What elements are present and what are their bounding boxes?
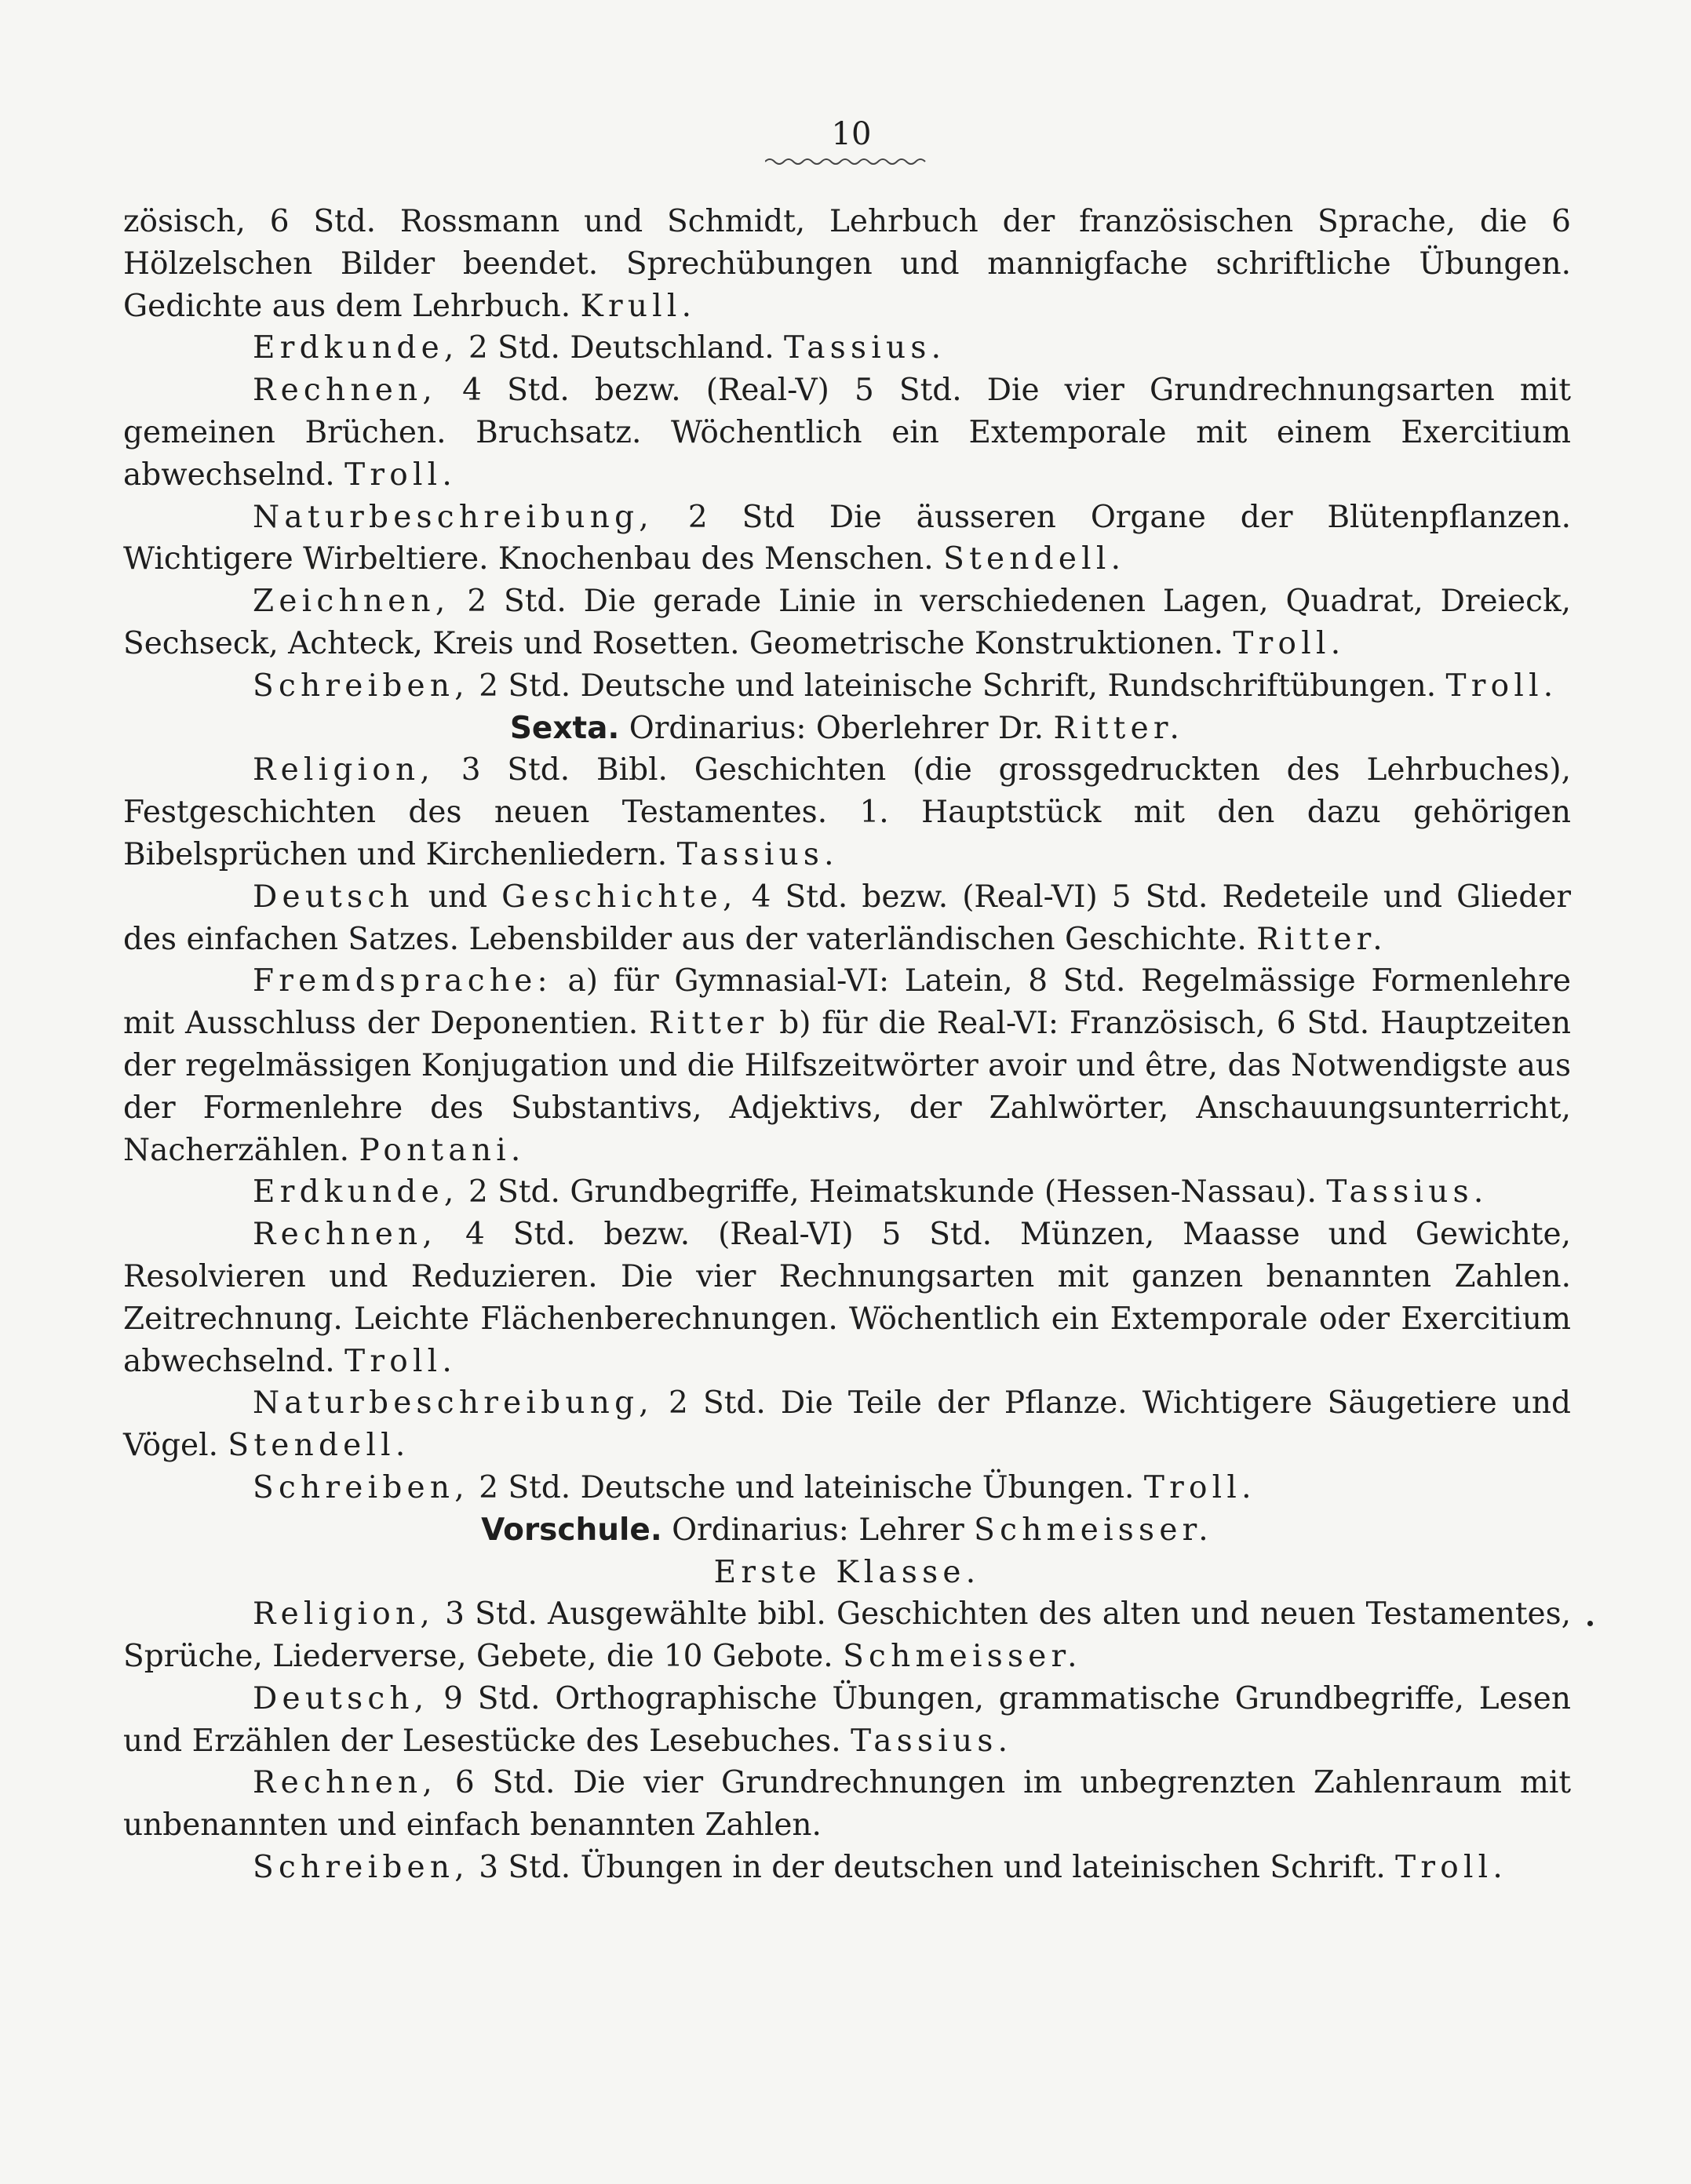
spaced-name: Troll. [1233,625,1346,661]
text-run: a) für Gymnasial-VI: Latein, 8 Std. Regelmässige Formenlehre mit Ausschluss der Deponentien. [123,963,1571,1042]
spaced-name: Erdkunde, [253,330,459,366]
spaced-name: Deutsch [253,879,414,915]
spaced-name: Ritter [649,1006,769,1042]
spaced-name: Erdkunde, [253,1174,459,1210]
spaced-name: Schreiben, [253,668,469,704]
paragraph [123,581,1571,665]
spaced-name: Troll. [344,1343,457,1379]
spaced-name: Naturbeschreibung, [253,499,654,535]
paragraph [123,1593,1571,1678]
text-run: Ordinarius: Oberlehrer Dr. [619,710,1054,746]
spaced-name: Tassius. [676,836,839,872]
text-run: zösisch, 6 Std. Rossmann und Schmidt, Lehrbuch der französischen Sprache, die 6 Hölzelschen Bilder beendet. Sprechübungen und mannigfache schriftliche Übungen. Gedichte aus dem Lehrbuch. [123,204,1571,324]
spaced-name: Rechnen, [253,1765,438,1801]
spaced-name: Troll. [1395,1850,1508,1886]
text-run: 2 Std. Deutschland. [458,330,785,366]
spaced-name: Deutsch, [253,1680,429,1716]
spaced-name: Zeichnen, [253,584,450,620]
text-run: 3 Std. Ausgewählte bibl. Geschichten des alten und neuen Testamentes, Sprüche, Liederverse, Gebete, die 10 Gebote. [123,1596,1571,1675]
paragraph [123,1382,1571,1467]
spaced-name: Troll. [1143,1469,1256,1505]
spaced-name: Schmeisser. [843,1639,1082,1675]
heading-label: Sexta. [509,710,620,746]
paragraph [123,201,1571,327]
paragraph [123,960,1571,1171]
text-run: 2 Std. Grundbegriffe, Heimatskunde (Hessen-Nassau). [458,1174,1327,1210]
text-run: 4 Std. bezw. (Real-V) 5 Std. Die vier Grundrechnungsarten mit gemeinen Brüchen. Bruchsatz. Wöchentlich ein Extemporale mit einem Exercitium abwechselnd. [123,373,1571,493]
text-run: 2 Std. Die Teile der Pflanze. Wichtigere Säugetiere und Vögel. [123,1385,1571,1464]
text-run: 3 Std. Bibl. Geschichten (die grossgedruckten des Lehrbuches), Festgeschichten des neuen Testamentes. 1. Hauptstück mit den dazu gehörigen Bibelsprüchen und Kirchenliedern. [123,752,1571,872]
spaced-name: Religion, [253,1596,435,1633]
paragraph [123,497,1571,581]
spaced-name: Krull. [580,288,697,324]
text-run: 2 Std Die äusseren Organe der Blütenpflanzen. Wichtigere Wirbeltiere. Knochenbau des Menschen. [123,499,1571,577]
spaced-name: Tassius. [851,1723,1013,1759]
spaced-name: Schreiben, [253,1469,469,1505]
spaced-name: Rechnen, [253,373,438,409]
paragraph [123,1847,1571,1889]
spaced-name: Troll. [1445,668,1558,704]
text-run: b) für die Real-VI: Französisch, 6 Std. Hauptzeiten der regelmässigen Konjugation und die Hilfszeitwörter avoir und être, das Notwendigste aus der Formenlehre des Substantivs, Adjektivs, der Zahlwörter, Anschauungsunterricht, Nacherzählen. [123,1006,1571,1168]
section-heading [123,708,1571,750]
spaced-name: Geschichte, [501,879,738,915]
text-run: 2 Std. Die gerade Linie in verschiedenen Lagen, Quadrat, Dreieck, Sechseck, Achteck, Kreis und Rosetten. Geometrische Konstruktionen. [123,584,1571,661]
section-heading [123,1509,1571,1552]
spaced-name: Schmeisser. [974,1512,1213,1548]
paragraph [123,1762,1571,1847]
wavy-ornament [765,155,930,168]
heading-label: Vorschule. [481,1512,662,1548]
spaced-name: Troll. [344,457,457,493]
text-run: und [414,879,502,915]
paragraph [123,369,1571,496]
paragraph [123,1467,1571,1509]
spaced-name: Erste Klasse. [713,1554,981,1590]
text-run: 2 Std. Deutsche und lateinische Schrift, Rundschriftübungen. [468,668,1446,704]
spaced-name: Religion, [253,752,435,788]
text-run: 4 Std. bezw. (Real-VI) 5 Std. Redeteile und Glieder des einfachen Satzes. Lebensbilder aus der vaterländischen Geschichte. [123,879,1572,957]
paragraph [123,1171,1571,1214]
text-run: 9 Std. Orthographische Übungen, grammatische Grundbegriffe, Lesen und Erzählen der Lesestücke des Lesebuches. [123,1680,1571,1759]
paragraph [123,876,1571,961]
text-run: 6 Std. Die vier Grundrechnungen im unbegrenzten Zahlenraum mit unbenannten und einfach benannten Zahlen. [123,1765,1571,1844]
spaced-name: Stendell. [943,541,1126,577]
spaced-name: Fremdsprache: [253,963,552,999]
spaced-name: Schreiben, [253,1850,469,1886]
document-body [123,201,1571,1889]
spaced-name: Ritter. [1053,710,1185,746]
text-run: Ordinarius: Lehrer [661,1512,975,1548]
text-run: 4 Std. bezw. (Real-VI) 5 Std. Münzen, Maasse und Gewichte, Resolvieren und Reduzieren. Die vier Rechnungsarten mit ganzen benannten Zahlen. Zeitrechnung. Leichte Flächenberechnungen. Wöchentlich ein Extemporale oder Exercitium abwechselnd. [123,1217,1571,1379]
spaced-name: Stendell. [228,1428,410,1464]
text-run: 2 Std. Deutsche und lateinische Übungen. [468,1469,1144,1505]
spaced-name: Naturbeschreibung, [253,1385,654,1421]
text-run: 3 Std. Übungen in der deutschen und lateinischen Schrift. [468,1850,1396,1886]
spaced-name: Ritter. [1256,921,1387,957]
paragraph [123,1678,1571,1763]
spaced-name: Tassius. [784,330,946,366]
paragraph [123,327,1571,369]
paragraph [123,1214,1571,1382]
paragraph [123,749,1571,875]
margin-dot [1587,1621,1593,1626]
paragraph [123,665,1571,708]
spaced-name: Tassius. [1326,1174,1489,1210]
section-heading [123,1552,1571,1594]
spaced-name: Rechnen, [253,1217,438,1253]
page-number: 10 [831,116,872,152]
spaced-name: Pontani. [359,1132,526,1168]
